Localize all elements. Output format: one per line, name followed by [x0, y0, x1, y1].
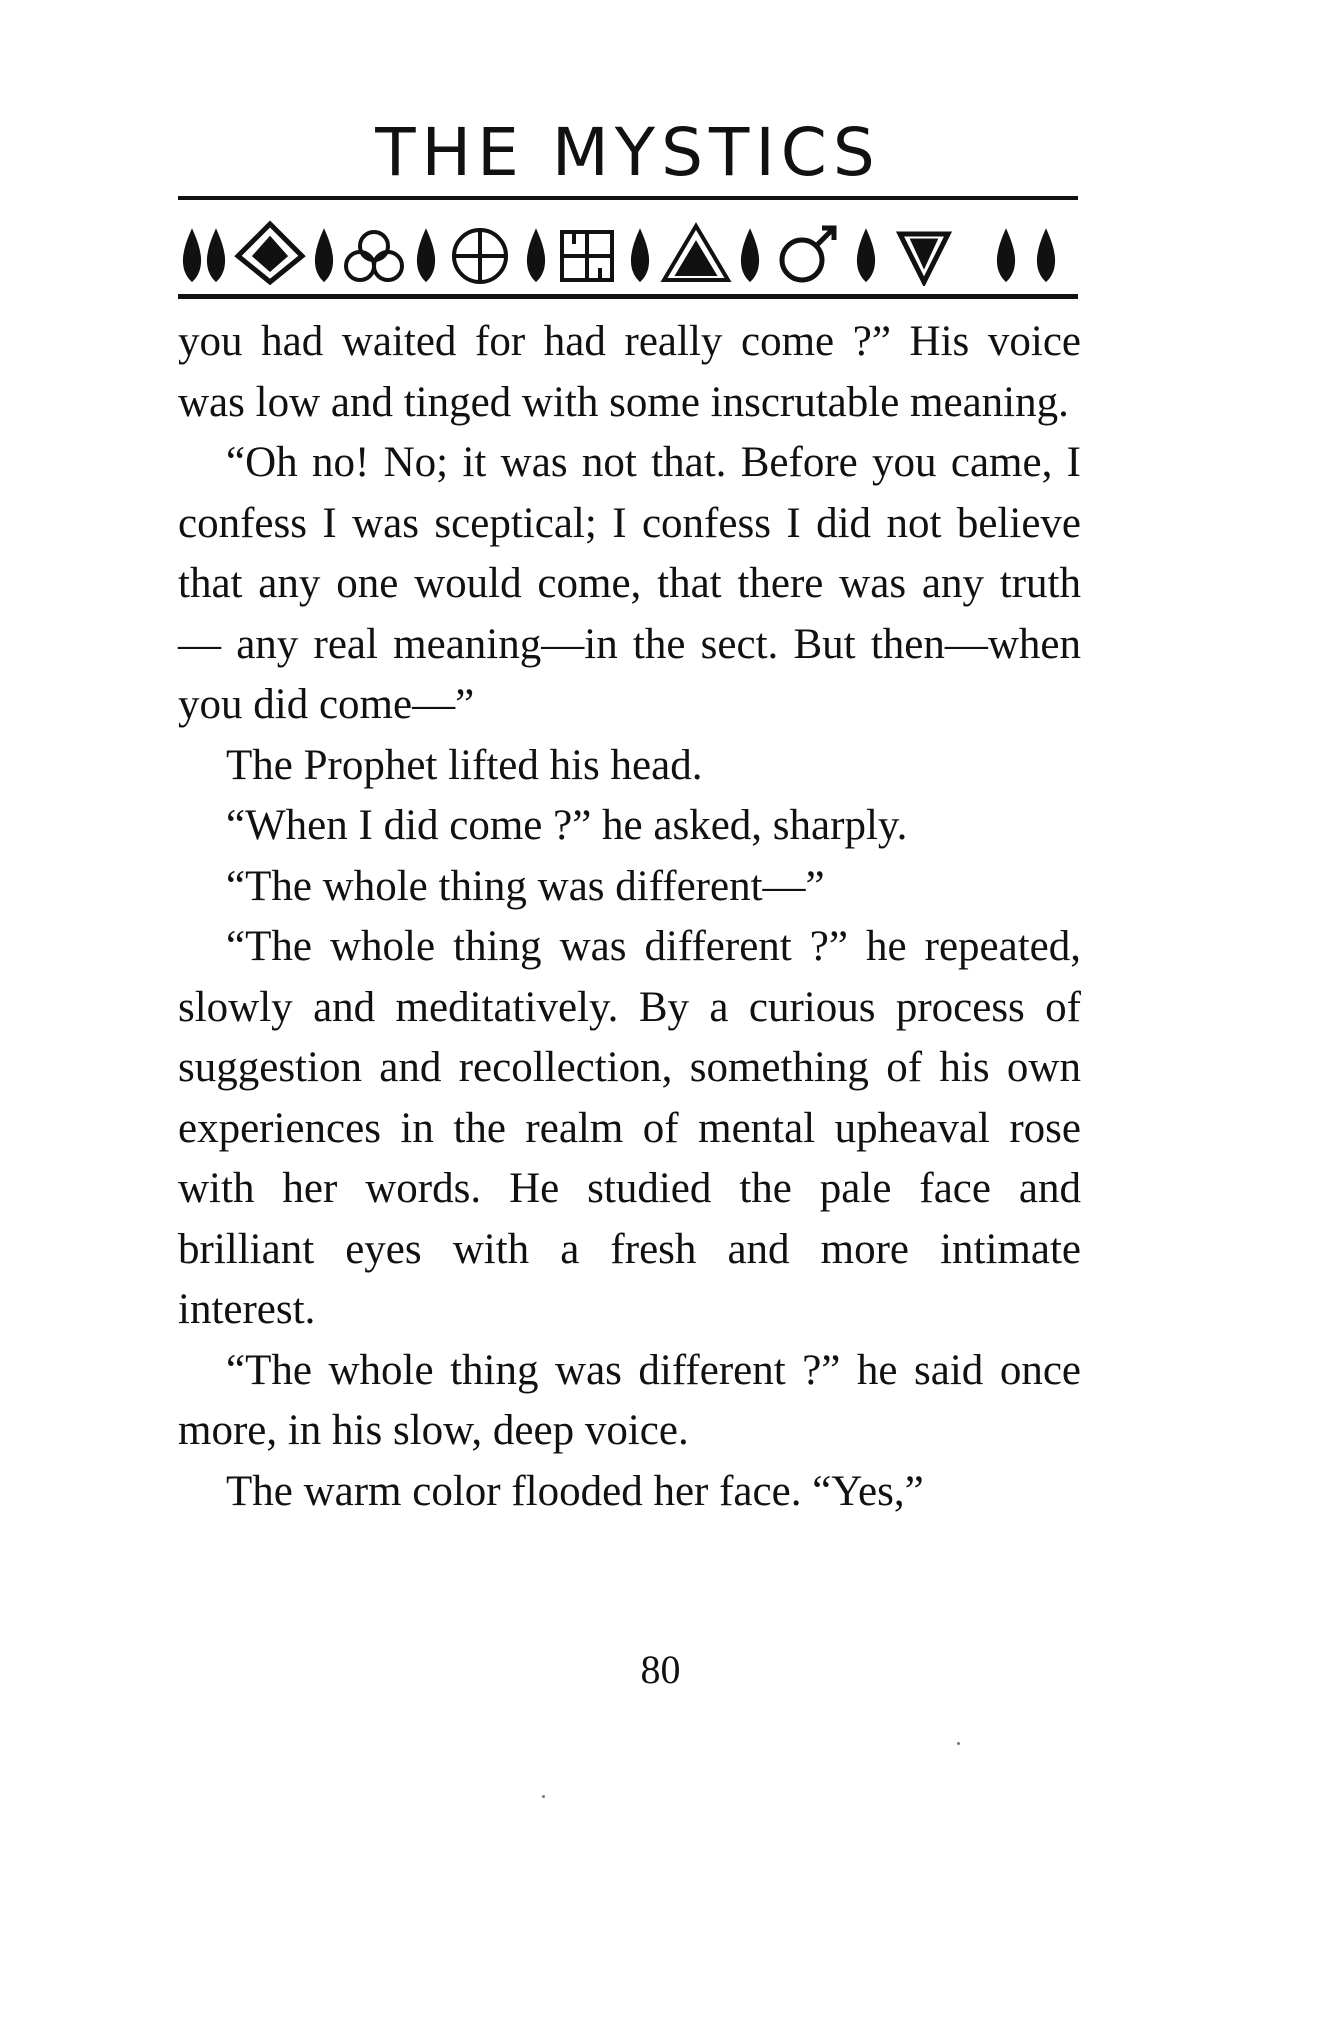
- triangle-icon: [664, 226, 728, 280]
- paper-speck: [957, 1742, 960, 1745]
- paragraph: “The whole thing was different ?” he said once more, in his slow, deep voice.: [178, 1346, 1081, 1454]
- paragraph: The Prophet lifted his head.: [226, 741, 703, 789]
- paragraph: “The whole thing was different ?” he repeated, slowly and meditatively. By a curious process of suggestion and recollection, something of his own experiences in the realm of mental upheaval rose with her words. He studied the pale face and brilliant eyes with a fresh and more intimate interest.: [178, 923, 1081, 1333]
- page-number: 80: [640, 1647, 681, 1692]
- paragraph: “The whole thing was different—”: [226, 862, 825, 910]
- diamond-icon: [238, 224, 302, 282]
- paper-speck: [542, 1795, 545, 1798]
- shield-icon: [900, 234, 948, 282]
- body-text: [178, 312, 1081, 1522]
- paragraph: “When I did come ?” he asked, sharply.: [226, 802, 908, 849]
- paragraph: you had waited for had really come ?” His voice was low and tinged with some inscrutable meaning.: [178, 318, 1081, 426]
- mars-symbol-icon: [782, 228, 834, 280]
- paragraph: “Oh no! No; it was not that. Before you came, I confess I was sceptical; I confess I did not believe that any one would come, that there was any truth — any real meaning—in the sect. But then—when you did come—”: [178, 439, 1081, 728]
- paragraph: The warm color flooded her face. “Yes,”: [226, 1467, 924, 1515]
- header-rule-top: [178, 196, 1078, 200]
- flame-icon: [184, 232, 223, 280]
- meander-icon: [562, 232, 612, 280]
- flame-icon: [998, 232, 1053, 280]
- trefoil-icon: [346, 232, 402, 280]
- running-title: THE MYSTICS: [375, 114, 881, 191]
- ornament-band: [178, 196, 1078, 302]
- mystic-symbols-band-icon: [178, 210, 1078, 286]
- header-rule-bottom: [178, 294, 1078, 299]
- circled-cross-icon: [454, 230, 506, 282]
